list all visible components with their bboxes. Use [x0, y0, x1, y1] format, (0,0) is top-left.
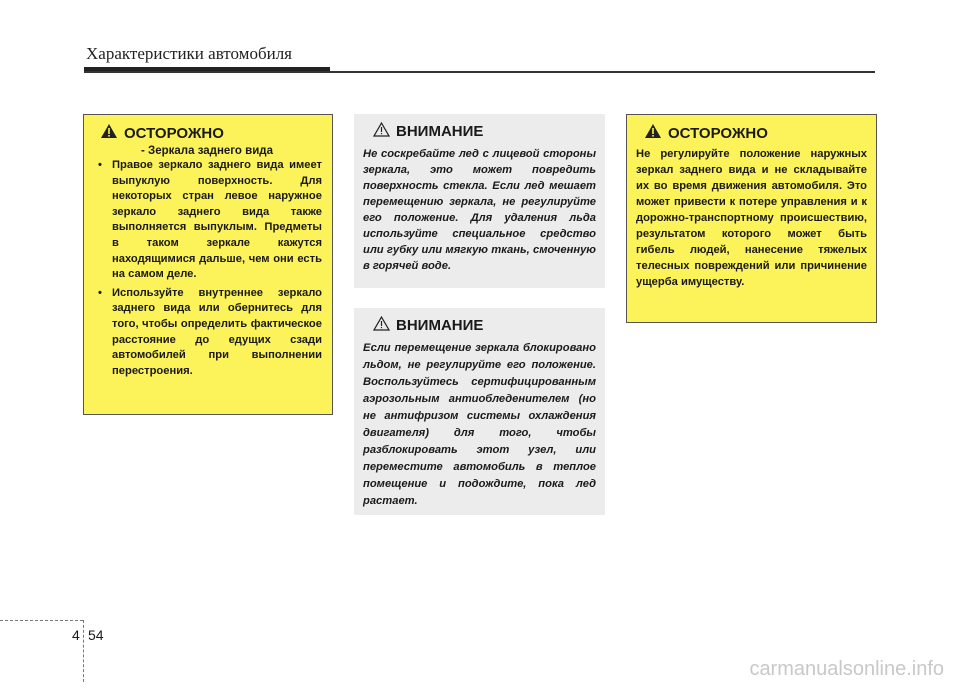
caution-box-title: [373, 316, 596, 336]
watermark-text: carmanualsonline.info: [749, 658, 944, 680]
caution-title-text: ВНИМАНИЕ: [396, 317, 484, 334]
warning-bullet-list: [92, 158, 322, 379]
caution-triangle-outline-icon: [373, 122, 390, 142]
caution-triangle-outline-icon: [373, 316, 390, 336]
warning-subtitle: - Зеркала заднего вида: [141, 145, 273, 157]
warning-triangle-icon: [100, 123, 118, 144]
caution-body-text: Если перемещение зеркала блокировано льдом, не регулируйте его положение. Воспользуйтесь сертифицированным аэрозольным антиобледенителем (но не антифризом системы охлаждения двигателя) для того, чтобы разблокировать этот узел, или переместите автомобиль в теплое помещение и подождите, пока лед растает.: [363, 342, 596, 507]
page-header-title: Характеристики автомобиля: [86, 44, 292, 63]
warning-box-mirrors: [83, 114, 333, 415]
warning-box-title: [644, 123, 867, 144]
caution-title-text: ВНИМАНИЕ: [396, 123, 484, 140]
warning-title-text: ОСТОРОЖНО: [668, 124, 768, 142]
header-rule-thin: [84, 71, 875, 73]
warning-box-driving-adjust: [626, 114, 877, 323]
warning-box-title: [100, 123, 322, 144]
caution-box-ice-scraping: [354, 114, 605, 288]
caution-body-text: Не соскребайте лед с лицевой стороны зеркала, это может повредить поверхность стекла. Если лед мешает перемещению зеркала, не регулируйте его положение. Для удаления льда используйте специальное средство или губку или мягкую ткань, смоченную в горячей воде.: [363, 148, 596, 272]
caution-box-frozen-mirror: [354, 308, 605, 515]
warning-triangle-icon: [644, 123, 662, 144]
footer-rule-vertical: [83, 620, 85, 682]
list-item: • Правое зеркало заднего вида имеет выпуклую поверхность. Для некоторых стран левое наружное зеркало заднего вида также выполняется выпуклым. Предметы в таком зеркале кажутся находящимися дальше, чем они есть на самом деле.: [92, 158, 322, 283]
page-number: 54: [88, 627, 104, 643]
chapter-number: 4: [72, 627, 80, 643]
warning-body-text: Не регулируйте положение наружных зеркал заднего вида и не складывайте их во время движения автомобиля. Это может привести к потере управления и к дорожно-транспортному происшествию, результатом которого может быть гибель людей, нанесение тяжелых телесных повреждений или причинение ущерба имуществу.: [636, 148, 867, 288]
caution-box-title: [373, 122, 596, 142]
footer-rule-horizontal: [0, 620, 83, 621]
warning-title-text: ОСТОРОЖНО: [124, 124, 224, 142]
list-item: • Используйте внутреннее зеркало заднего вида или обернитесь для того, чтобы определить фактическое расстояние до едущих сзади автомобилей при выполнении перестроения.: [92, 286, 322, 380]
